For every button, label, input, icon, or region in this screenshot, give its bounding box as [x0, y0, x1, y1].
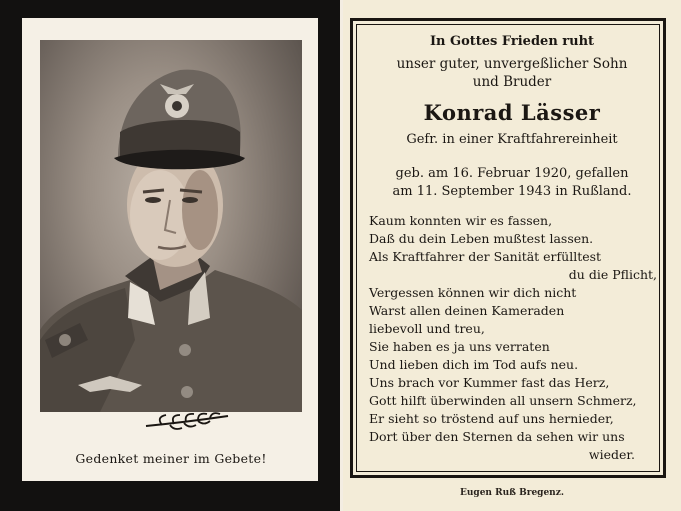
poem-line: du die Pflicht, [568, 267, 657, 282]
printer-imprint: Eugen Ruß Bregenz. [460, 488, 564, 498]
memorial-card-back [343, 0, 681, 511]
relation-line-brother: und Bruder [472, 74, 552, 90]
poem-line: liebevoll und treu, [369, 321, 485, 336]
poem-line: Er sieht so tröstend auf uns hernieder, [369, 411, 614, 426]
poem-line: Uns brach vor Kummer fast das Herz, [369, 375, 610, 390]
poem-line: Vergessen können wir dich nicht [369, 285, 577, 300]
poem-line: Kaum konnten wir es fassen, [369, 213, 553, 228]
heading-rests-in-peace: In Gottes Frieden ruht [429, 34, 595, 49]
poem-line: wieder. [588, 447, 635, 462]
memorial-poem [369, 212, 665, 464]
relation-line: unser guter, unvergeßlicher Sohn [396, 56, 628, 72]
poem-line: Sie haben es ja uns verraten [369, 339, 550, 354]
deceased-name: Konrad Lässer [423, 100, 601, 125]
birth-line: geb. am 16. Februar 1920, gefallen [395, 166, 629, 181]
memorial-card-front [0, 0, 340, 511]
poem-line: Dort über den Sternen da sehen wir uns [369, 429, 625, 444]
poem-line: Als Kraftfahrer der Sanität erfülltest [369, 249, 602, 264]
military-rank-unit: Gefr. in einer Kraftfahrereinheit [406, 132, 618, 147]
poem-line: Warst allen deinen Kameraden [369, 303, 565, 318]
prayer-caption: Gedenket meiner im Gebete! [75, 451, 267, 466]
death-line: am 11. September 1943 in Rußland. [392, 184, 632, 199]
portrait-photo [40, 40, 302, 412]
poem-line: Gott hilft überwinden all unsern Schmerz, [369, 393, 637, 408]
poem-line: Daß du dein Leben mußtest lassen. [369, 231, 594, 246]
laurel-branch-icon [142, 410, 232, 432]
poem-line: Und lieben dich im Tod aufs neu. [369, 357, 579, 372]
